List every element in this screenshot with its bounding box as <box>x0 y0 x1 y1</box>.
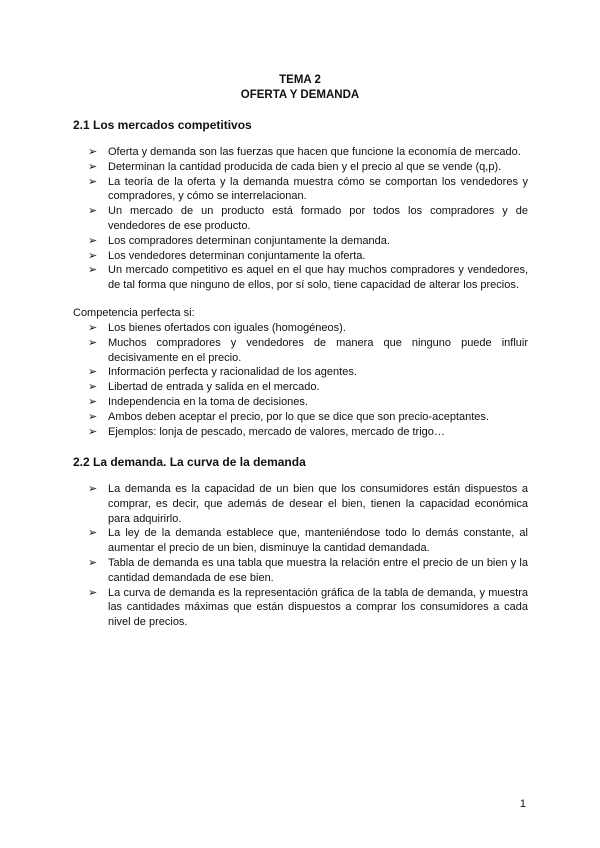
page-title: OFERTA Y DEMANDA <box>240 89 360 101</box>
list-item: ➢ Muchos compradores y vendedores de manera que ninguno puede influir decisivamente en el precio. <box>88 336 528 364</box>
arrow-bullet-icon: ➢ <box>88 175 98 188</box>
arrow-bullet-icon: ➢ <box>88 249 98 262</box>
list-item: ➢ Determinan la cantidad producida de cada bien y el precio al que se vende (q,p). <box>88 160 502 173</box>
arrow-bullet-icon: ➢ <box>88 264 98 277</box>
section-heading-demanda: 2.2 La demanda. La curva de la demanda <box>73 455 306 469</box>
list-item: ➢ La demanda es la capacidad de un bien que los consumidores están dispuestos a comprar, es decir, que además de desear el bien, tienen la capacidad económica para adquirirlo. <box>88 483 528 525</box>
section-1-list <box>88 145 528 293</box>
arrow-bullet-icon: ➢ <box>88 366 98 379</box>
list-item: ➢ Oferta y demanda son las fuerzas que hacen que funcione la economía de mercado. <box>88 146 521 158</box>
arrow-bullet-icon: ➢ <box>88 425 98 438</box>
arrow-bullet-icon: ➢ <box>88 527 98 540</box>
list-item: ➢ La curva de demanda es la representación gráfica de la tabla de demanda, y muestra las cantidades máximas que están dispuestos a comprar los consumidores a cada nivel de precios. <box>88 586 528 629</box>
page-number: 1 <box>519 798 526 810</box>
arrow-bullet-icon: ➢ <box>88 234 98 247</box>
list-item: ➢ Ejemplos: lonja de pescado, mercado de valores, mercado de trigo… <box>88 425 445 438</box>
list-item: ➢ La teoría de la oferta y la demanda muestra cómo se comportan los vendedores y compradores, y cómo se interrelacionan. <box>88 175 528 203</box>
arrow-bullet-icon: ➢ <box>88 410 98 423</box>
competencia-list <box>88 321 528 439</box>
arrow-bullet-icon: ➢ <box>88 336 98 349</box>
arrow-bullet-icon: ➢ <box>88 205 98 218</box>
list-item: ➢ Un mercado competitivo es aquel en el que hay muchos compradores y vendedores, de tal forma que ninguno de ellos, por sí solo, tiene capacidad de alterar los precios. <box>88 264 528 292</box>
list-item: ➢ La ley de la demanda establece que, manteniéndose todo lo demás constante, al aumentar el precio de un bien, disminuye la cantidad demandada. <box>88 527 528 555</box>
list-item: ➢ Ambos deben aceptar el precio, por lo que se dice que son precio-aceptantes. <box>88 410 489 423</box>
arrow-bullet-icon: ➢ <box>88 395 98 408</box>
list-item: ➢ Información perfecta y racionalidad de los agentes. <box>88 366 357 379</box>
arrow-bullet-icon: ➢ <box>88 146 98 158</box>
list-item: ➢ Tabla de demanda es una tabla que muestra la relación entre el precio de un bien y la cantidad demandada de ese bien. <box>88 556 528 584</box>
competencia-intro: Competencia perfecta si: <box>73 307 195 319</box>
arrow-bullet-icon: ➢ <box>88 322 98 334</box>
arrow-bullet-icon: ➢ <box>88 381 98 394</box>
list-item: ➢ Un mercado de un producto está formado por todos los compradores y de vendedores de ese producto. <box>88 205 528 232</box>
section-heading-mercados: 2.1 Los mercados competitivos <box>73 118 252 132</box>
topic-label: TEMA 2 <box>279 74 321 86</box>
list-item: ➢ Los bienes ofertados con iguales (homogéneos). <box>88 322 346 334</box>
arrow-bullet-icon: ➢ <box>88 556 98 569</box>
arrow-bullet-icon: ➢ <box>88 483 98 495</box>
section-2-list <box>88 482 528 630</box>
arrow-bullet-icon: ➢ <box>88 586 98 599</box>
list-item: ➢ Los compradores determinan conjuntamente la demanda. <box>88 234 390 247</box>
arrow-bullet-icon: ➢ <box>88 160 98 173</box>
list-item: ➢ Los vendedores determinan conjuntamente la oferta. <box>88 249 366 262</box>
list-item: ➢ Independencia en la toma de decisiones. <box>88 395 308 408</box>
list-item: ➢ Libertad de entrada y salida en el mercado. <box>88 381 320 394</box>
